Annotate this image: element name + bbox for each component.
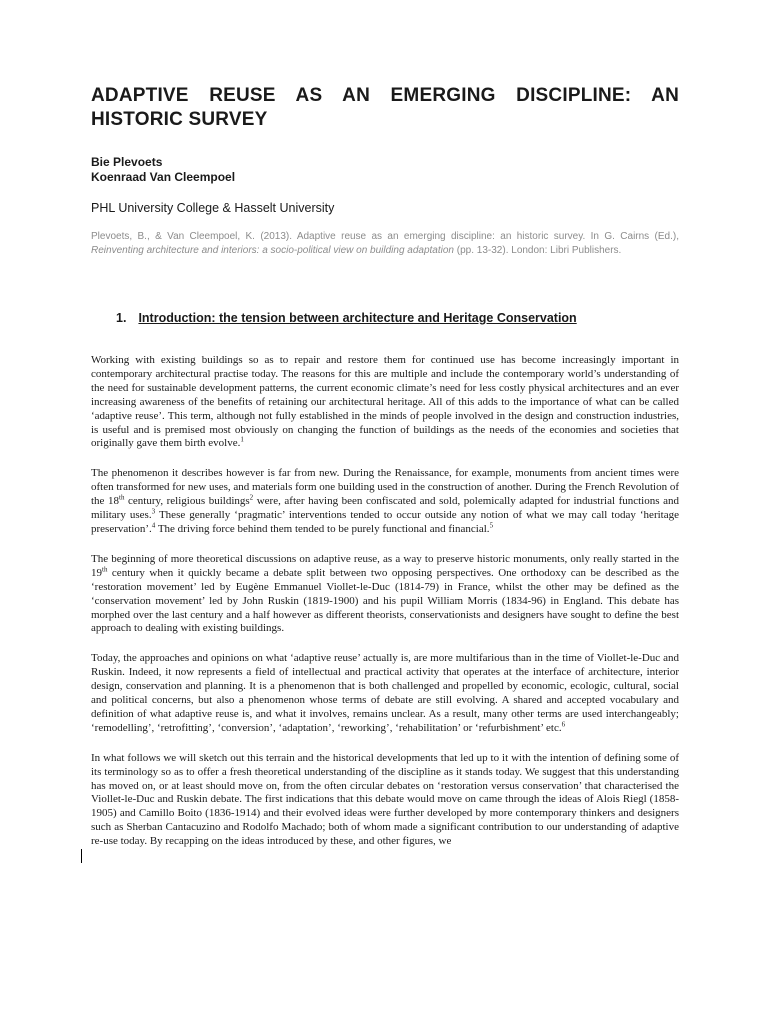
paragraph-text: These generally ‘pragmatic’ interventions tended to occur outside any notion of what we may call today ‘heritage preservation’. xyxy=(91,509,679,535)
paper-title: ADAPTIVE REUSE AS AN EMERGING DISCIPLINE: AN HISTORIC SURVEY xyxy=(91,85,679,130)
body-paragraph xyxy=(91,752,679,849)
citation xyxy=(91,230,679,257)
body-paragraph xyxy=(91,354,679,451)
paragraph-text: Today, the approaches and opinions on what ‘adaptive reuse’ actually is, are more multifarious than in the time of Viollet-le-Duc and Ruskin. Indeed, it now represents a field of intellectual and practical activity that operates at the interface of architecture, interior design, conservation and planning. It is a phenomenon that is both challenged and propelled by economic, ecologic, cultural, social and political concerns, but also a phenomenon whose terms of debate are still evolving. A shared and accepted vocabulary and definition of what adaptive reuse is, and what it involves, remains unclear. As a result, many other terms are used interchangeably; ‘remodelling’, ‘retrofitting’, ‘conversion’, ‘adaptation’, ‘reworking’, ‘rehabilitation’ or ‘refurbishment’ etc. xyxy=(91,652,679,734)
text-cursor xyxy=(81,849,82,863)
footnote-marker: th xyxy=(119,493,125,502)
section-heading xyxy=(116,310,679,326)
paper-page xyxy=(91,84,679,865)
citation-suffix: (pp. 13-32). London: Libri Publishers. xyxy=(454,244,622,256)
body-paragraph xyxy=(91,553,679,636)
footnote-marker: th xyxy=(102,565,108,574)
body-paragraph xyxy=(91,467,679,537)
paragraph-text: In what follows we will sketch out this terrain and the historical developments that led up to it with the intention of defining some of its terminology so as to offer a fresh theoretical understanding of the discipline as it stands today. We suggest that this understanding has moved on, or at least should move on, from the often circular debates on ‘restoration versus conservation’ that characterised the Viollet-le-Duc and Ruskin debate. The first indications that this debate would move on came through the ideas of Alois Riegl (1858-1905) and Camillo Boito (1836-1914) and their evolved ideas were further developed by more contemporary thinkers and designers such as Sherban Cantacuzino and Rodolfo Machado; both of whom made a significant contribution to our understanding of adaptive re-use today. By recapping on the ideas introduced by these, and other figures, we xyxy=(91,751,679,848)
paragraph-text: The driving force behind them tended to be purely functional and financial. xyxy=(155,522,490,535)
author-name: Bie Plevoets xyxy=(91,155,163,169)
citation-book-title: Reinventing architecture and interiors: a socio-political view on building adaptation xyxy=(91,244,454,256)
citation-prefix: Plevoets, B., & Van Cleempoel, K. (2013). Adaptive reuse as an emerging discipline: an historic survey. In G. Cairns (Ed.), xyxy=(91,231,679,242)
author-name: Koenraad Van Cleempoel xyxy=(91,170,236,184)
footnote-marker: 6 xyxy=(561,720,566,729)
section-number: 1. xyxy=(116,311,127,325)
paragraph-text: The beginning of more theoretical discussions on adaptive reuse, as a way to preserve historic monuments, only really started in the 19 xyxy=(91,552,679,579)
body-paragraph xyxy=(91,652,679,735)
paragraph-text: century when it quickly became a debate split between two opposing perspectives. One orthodoxy can be described as the ‘restoration movement’ led by Eugène Emmanuel Viollet-le-Duc (1814-79) in France, whilst the other may be defined as the ‘conservation movement’ led by John Ruskin (1819-1900) and his pupil William Morris (1834-96) in England. This debate has morphed over the last century and a half however as different theorists, conservationists and designers have sought to define the best approach to dealing with existing buildings. xyxy=(91,566,679,635)
paragraph-text: The phenomenon it describes however is far from new. During the Renaissance, for example, monuments from ancient times were often transformed for new uses, and materials form one building used in the construction of another. During the French Revolution of the 18 xyxy=(91,467,679,508)
paragraph-text: were, after having been confiscated and sold, polemically adapted for industrial functions and military uses. xyxy=(91,495,679,522)
body-text xyxy=(91,354,679,849)
footnote-marker: 2 xyxy=(249,493,254,502)
footnote-marker: 3 xyxy=(151,507,156,516)
paragraph-text: century, religious buildings xyxy=(124,495,250,508)
section-title: Introduction: the tension between architecture and Heritage Conservation xyxy=(138,311,577,325)
footnote-marker: 4 xyxy=(151,521,156,530)
affiliation: PHL University College & Hasselt University xyxy=(91,201,335,215)
author-list xyxy=(91,155,679,185)
footnote-marker: 1 xyxy=(240,435,244,444)
footnote-marker: 5 xyxy=(489,521,494,530)
paragraph-text: Working with existing buildings so as to repair and restore them for continued use has become increasingly important in contemporary architectural practise today. The reasons for this are multiple and include the contemporary world’s understanding of the need for sustainable development patterns, the current economic climate’s need for less costly physical architectures and an ever increasing awareness of the benefits of retaining our architectural heritage. All of this adds to the importance of what can be called ‘adaptive reuse’. This term, although not fully established in the minds of people involved in the design and construction industries, is useful and is premised most obviously on changing the function of buildings as the needs of the economies and societies that originally gave them birth evolve. xyxy=(91,354,679,450)
